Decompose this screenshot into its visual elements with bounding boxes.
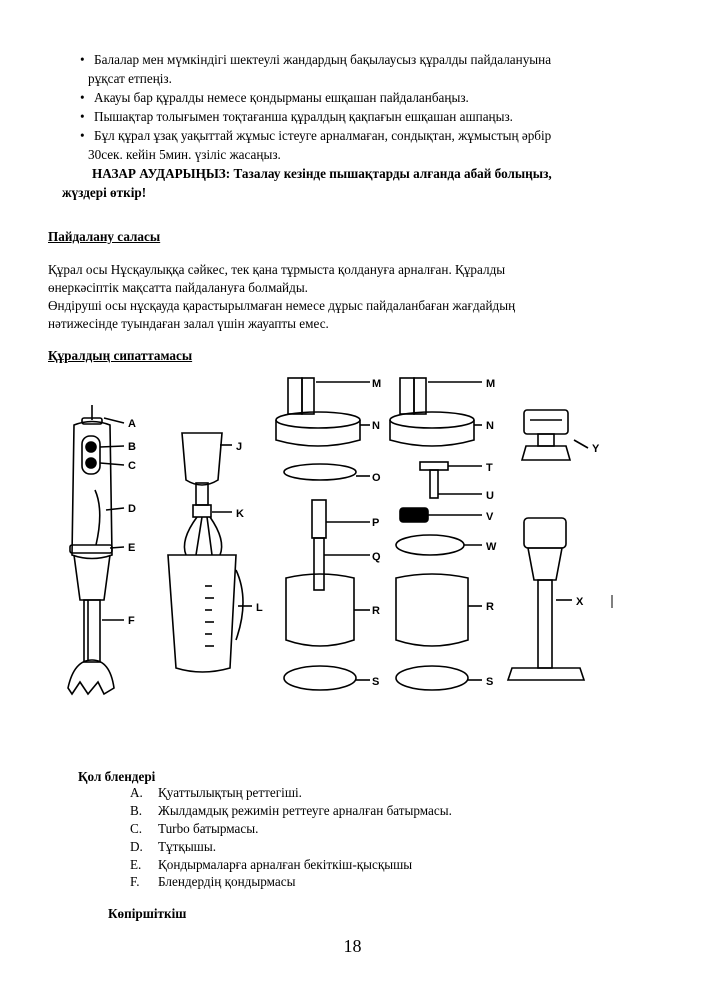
bullet-icon: • xyxy=(80,128,85,143)
label-e: E xyxy=(128,542,136,554)
hand-blender-illustration xyxy=(68,405,124,694)
chopper-1-illustration xyxy=(276,378,370,690)
label-b: B xyxy=(128,441,136,453)
bullet-text-cont: 30сек. кейін 5мин. үзіліс жасаңыз. xyxy=(88,147,281,162)
label-v: V xyxy=(486,511,494,523)
label-f: F xyxy=(128,615,135,627)
label-o: O xyxy=(372,472,381,484)
bullet-text: Балалар мен мүмкіндігі шектеулі жандардың бақылаусыз құралды пайдалануына xyxy=(94,52,552,67)
item-letter: D. xyxy=(130,839,143,854)
bullet-text: Бұл құрал ұзақ уақыттай жұмыс істеуге арналмаған, сондықтан, жұмыстың әрбір xyxy=(94,128,552,143)
warning-line-1: НАЗАР АУДАРЫҢЫЗ: Тазалау кезінде пышақтарды алғанда абай болыңыз, xyxy=(92,166,552,181)
safety-bullet-3 xyxy=(80,107,658,126)
label-s-1: S xyxy=(372,676,380,688)
item-text: Қондырмаларға арналған бекіткіш-қысқышы xyxy=(158,857,413,872)
label-m-2: M xyxy=(486,378,496,390)
usage-line-3: Өндіруші осы нұсқауда қарастырылмаған немесе дұрыс пайдаланбаған жағдайдың xyxy=(48,298,516,313)
blender-heading: Қол блендері xyxy=(78,769,156,784)
whisk-illustration xyxy=(182,433,232,555)
item-letter: F. xyxy=(130,874,140,889)
safety-bullet-1 xyxy=(80,50,658,88)
whisk-heading: Көпіршіткіш xyxy=(108,906,187,921)
label-q: Q xyxy=(372,551,381,563)
label-d: D xyxy=(128,503,136,515)
masher-attachment-illustration xyxy=(522,410,588,460)
bullet-icon: • xyxy=(80,109,85,124)
bullet-text: Пышақтар толығымен тоқтағанша құралдың қақпағын ешқашан ашпаңыз. xyxy=(94,109,513,124)
stick-attachment-illustration xyxy=(508,518,584,680)
list-item xyxy=(130,784,302,802)
label-s-2: S xyxy=(486,676,494,688)
label-y: Y xyxy=(592,443,600,455)
item-text: Қуаттылықтың реттегіші. xyxy=(158,785,302,800)
item-text: Тұтқышы. xyxy=(158,839,216,854)
label-a: A xyxy=(128,418,136,430)
chopper-2-illustration xyxy=(390,378,482,690)
label-n-1: N xyxy=(372,420,380,432)
label-r-2: R xyxy=(486,601,494,613)
label-w: W xyxy=(486,541,497,553)
bullet-text: Акауы бар құралды немесе қондырманы ешқашан пайдаланбаңыз. xyxy=(94,90,469,105)
label-x: X xyxy=(576,596,584,608)
bullet-icon: • xyxy=(80,90,85,105)
usage-line-4: нәтижесінде туындаған залал үшін жауапты емес. xyxy=(48,316,329,331)
parts-diagram xyxy=(0,365,705,710)
label-p: P xyxy=(372,517,380,529)
safety-bullet-4 xyxy=(80,126,658,164)
item-text: Жылдамдық режимін реттеуге арналған батырмасы. xyxy=(158,803,452,818)
usage-line-2: өнеркәсіптік мақсатта пайдалануға болмайды. xyxy=(48,280,308,295)
label-t: T xyxy=(486,462,493,474)
item-text: Блендердің қондырмасы xyxy=(158,874,296,889)
warning-line-2: жүздері өткір! xyxy=(62,185,147,200)
label-u: U xyxy=(486,490,494,502)
label-r-1: R xyxy=(372,605,380,617)
list-item xyxy=(130,802,452,820)
list-item xyxy=(130,856,412,874)
list-item xyxy=(130,820,258,838)
item-letter: C. xyxy=(130,821,143,836)
label-n-2: N xyxy=(486,420,494,432)
label-c: C xyxy=(128,460,136,472)
item-letter: A. xyxy=(130,785,143,800)
bullet-icon: • xyxy=(80,52,85,67)
safety-bullet-2 xyxy=(80,88,658,107)
page-number: 18 xyxy=(343,936,362,956)
list-item xyxy=(130,873,295,891)
bullet-text-cont: рұқсат етпеңіз. xyxy=(88,71,172,86)
item-letter: B. xyxy=(130,803,143,818)
item-letter: E. xyxy=(130,857,142,872)
description-heading: Құралдың сипаттамасы xyxy=(48,348,193,363)
usage-heading: Пайдалану саласы xyxy=(48,229,161,244)
list-item xyxy=(130,838,216,856)
label-k: K xyxy=(236,508,244,520)
label-l: L xyxy=(256,602,263,614)
label-m-1: M xyxy=(372,378,382,390)
label-j: J xyxy=(236,441,243,453)
measuring-jug-illustration xyxy=(168,555,252,672)
item-text: Turbo батырмасы. xyxy=(158,821,259,836)
usage-line-1: Құрал осы Нұсқаулыққа сәйкес, тек қана тұрмыста қолдануға арналған. Құралды xyxy=(48,262,506,277)
